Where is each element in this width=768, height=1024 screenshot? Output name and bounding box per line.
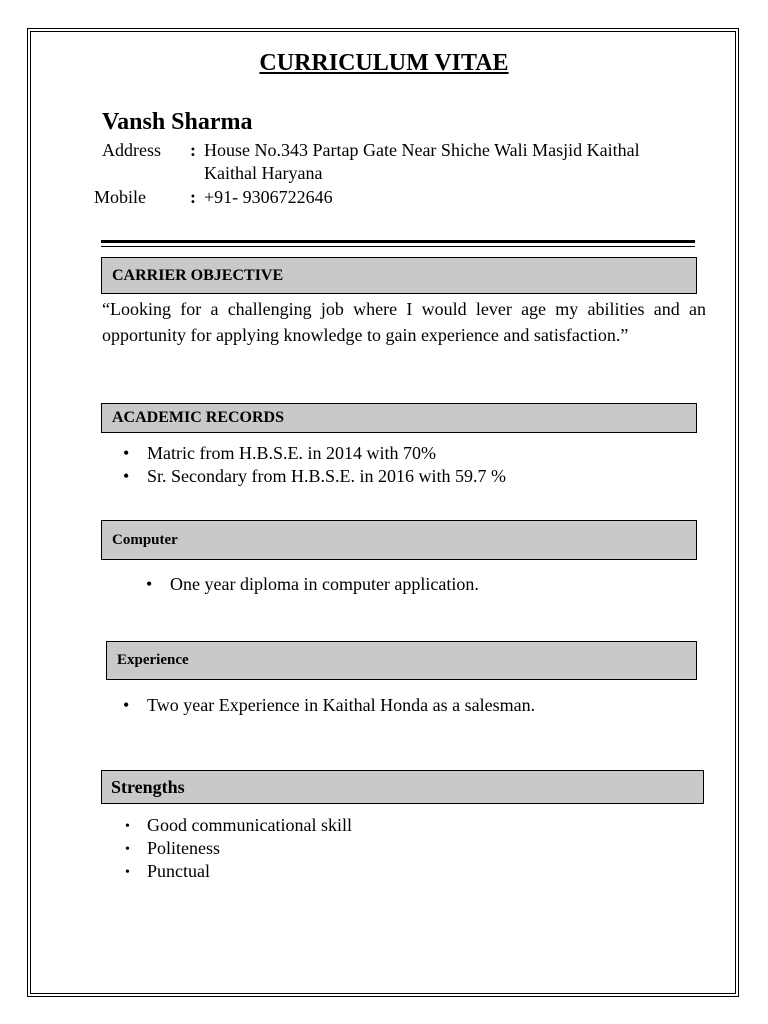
candidate-name: Vansh Sharma xyxy=(102,109,253,135)
list-item: • Two year Experience in Kaithal Honda as a salesman. xyxy=(123,695,536,715)
computer-heading: Computer xyxy=(101,520,697,560)
mobile-colon: : xyxy=(190,187,196,207)
list-item: • One year diploma in computer application. xyxy=(146,574,479,594)
objective-heading: CARRIER OBJECTIVE xyxy=(101,257,697,294)
address-line-1: House No.343 Partap Gate Near Shiche Wali Masjid Kaithal xyxy=(204,140,640,160)
mobile-label: Mobile xyxy=(94,187,146,207)
academic-list xyxy=(123,442,506,488)
bullet-icon: • xyxy=(123,466,130,486)
bullet-icon: • xyxy=(123,695,130,715)
list-item: • Matric from H.B.S.E. in 2014 with 70% xyxy=(123,443,436,463)
address-line-2: Kaithal Haryana xyxy=(204,163,323,183)
academic-heading: ACADEMIC RECORDS xyxy=(101,403,697,433)
list-item: • Punctual xyxy=(147,860,352,883)
mobile-value: +91- 9306722646 xyxy=(204,187,333,207)
strengths-heading: Strengths xyxy=(101,770,704,804)
address-label: Address xyxy=(102,140,161,160)
header-divider-thin xyxy=(101,246,695,247)
bullet-icon: • xyxy=(125,842,130,857)
bullet-icon: • xyxy=(125,865,130,880)
experience-list xyxy=(123,694,536,717)
document-title: CURRICULUM VITAE xyxy=(259,50,509,76)
header-divider-thick xyxy=(101,240,695,243)
address-colon: : xyxy=(190,140,196,160)
page-border xyxy=(30,31,736,994)
list-item: • Good communicational skill xyxy=(147,814,352,837)
bullet-icon: • xyxy=(123,443,130,463)
strengths-list xyxy=(125,814,352,883)
experience-heading: Experience xyxy=(106,641,697,680)
computer-list xyxy=(146,573,479,596)
objective-text: “Looking for a challenging job where I would lever age my abilities and an opportunity for applying knowledge to gain experience and satisfaction.” xyxy=(102,299,706,345)
list-item: • Sr. Secondary from H.B.S.E. in 2016 with 59.7 % xyxy=(123,466,506,486)
bullet-icon: • xyxy=(146,574,153,594)
bullet-icon: • xyxy=(125,819,130,834)
list-item: • Politeness xyxy=(147,837,352,860)
